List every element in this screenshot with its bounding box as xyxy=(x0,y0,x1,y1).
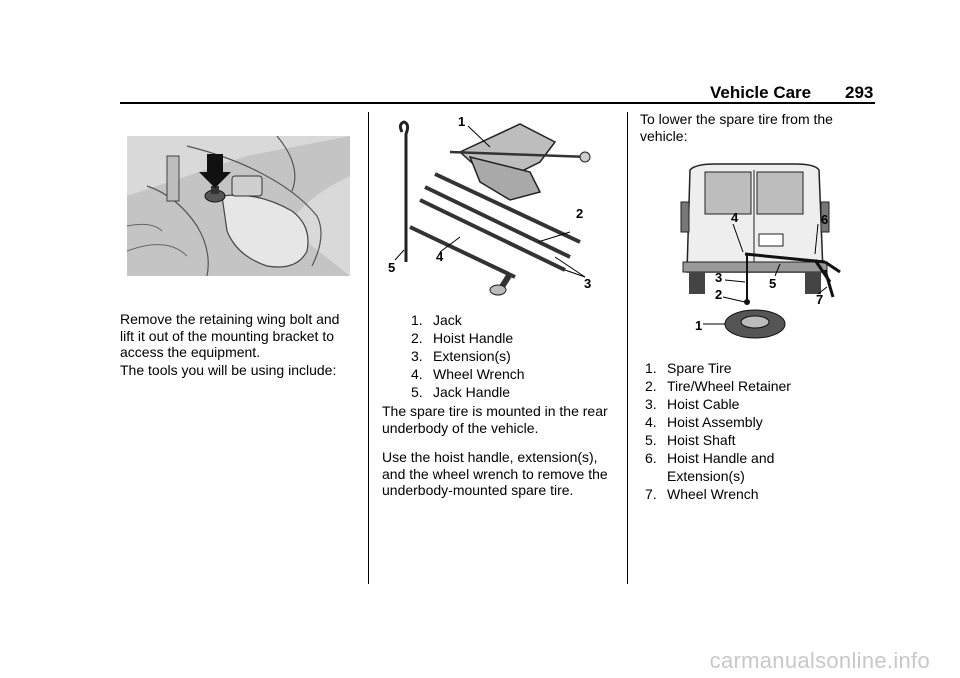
callout-4: 4 xyxy=(731,210,739,225)
callout-5: 5 xyxy=(769,276,777,291)
callout-4: 4 xyxy=(436,249,444,264)
callout-7: 7 xyxy=(816,292,824,307)
callout-1: 1 xyxy=(695,318,703,333)
list-item: 7. Wheel Wrench xyxy=(645,486,759,502)
watermark: carmanualsonline.info xyxy=(709,648,930,673)
list-item: 1. Spare Tire xyxy=(645,360,732,376)
instruction-paragraph: Remove the retaining wing bolt and lift it out of the mounting bracket to access the equipment. xyxy=(120,311,340,360)
column-divider-left xyxy=(368,112,369,584)
van-hoist-illustration xyxy=(675,162,845,344)
tools-intro-paragraph: The tools you will be using include: xyxy=(120,362,337,378)
spare-location-paragraph: The spare tire is mounted in the rear underbody of the vehicle. xyxy=(382,403,608,436)
list-item: 1. Jack xyxy=(411,312,462,328)
section-title: Vehicle Care xyxy=(710,83,812,102)
page-number: 293 xyxy=(845,83,874,102)
callout-5: 5 xyxy=(388,260,396,275)
tools-list xyxy=(411,311,611,401)
list-item: 3. Extension(s) xyxy=(411,348,511,364)
list-item: 2. Tire/Wheel Retainer xyxy=(645,378,791,394)
lower-spare-intro: To lower the spare tire from the vehicle: xyxy=(640,111,833,144)
column-divider-right xyxy=(627,112,628,584)
list-item: 5. Jack Handle xyxy=(411,384,511,400)
list-item: 2. Hoist Handle xyxy=(411,330,514,346)
list-item: 4. Wheel Wrench xyxy=(411,366,525,382)
list-item: 3. Hoist Cable xyxy=(645,396,740,412)
callout-6: 6 xyxy=(821,212,829,227)
callout-1: 1 xyxy=(458,114,466,129)
callout-2: 2 xyxy=(576,206,584,221)
removal-paragraph: Use the hoist handle, extension(s), and the wheel wrench to remove the underbody-mounted spare tire. xyxy=(382,449,608,498)
callout-3: 3 xyxy=(584,276,592,291)
header-rule xyxy=(120,102,875,104)
wing-bolt-illustration xyxy=(127,136,350,276)
spare-parts-list xyxy=(645,359,865,503)
callout-2: 2 xyxy=(715,287,723,302)
callout-3: 3 xyxy=(715,270,723,285)
list-item: 6. Hoist Handle and Extension(s) xyxy=(645,450,775,484)
list-item: 5. Hoist Shaft xyxy=(645,432,736,448)
jack-tools-illustration xyxy=(380,112,600,298)
list-item: 4. Hoist Assembly xyxy=(645,414,763,430)
